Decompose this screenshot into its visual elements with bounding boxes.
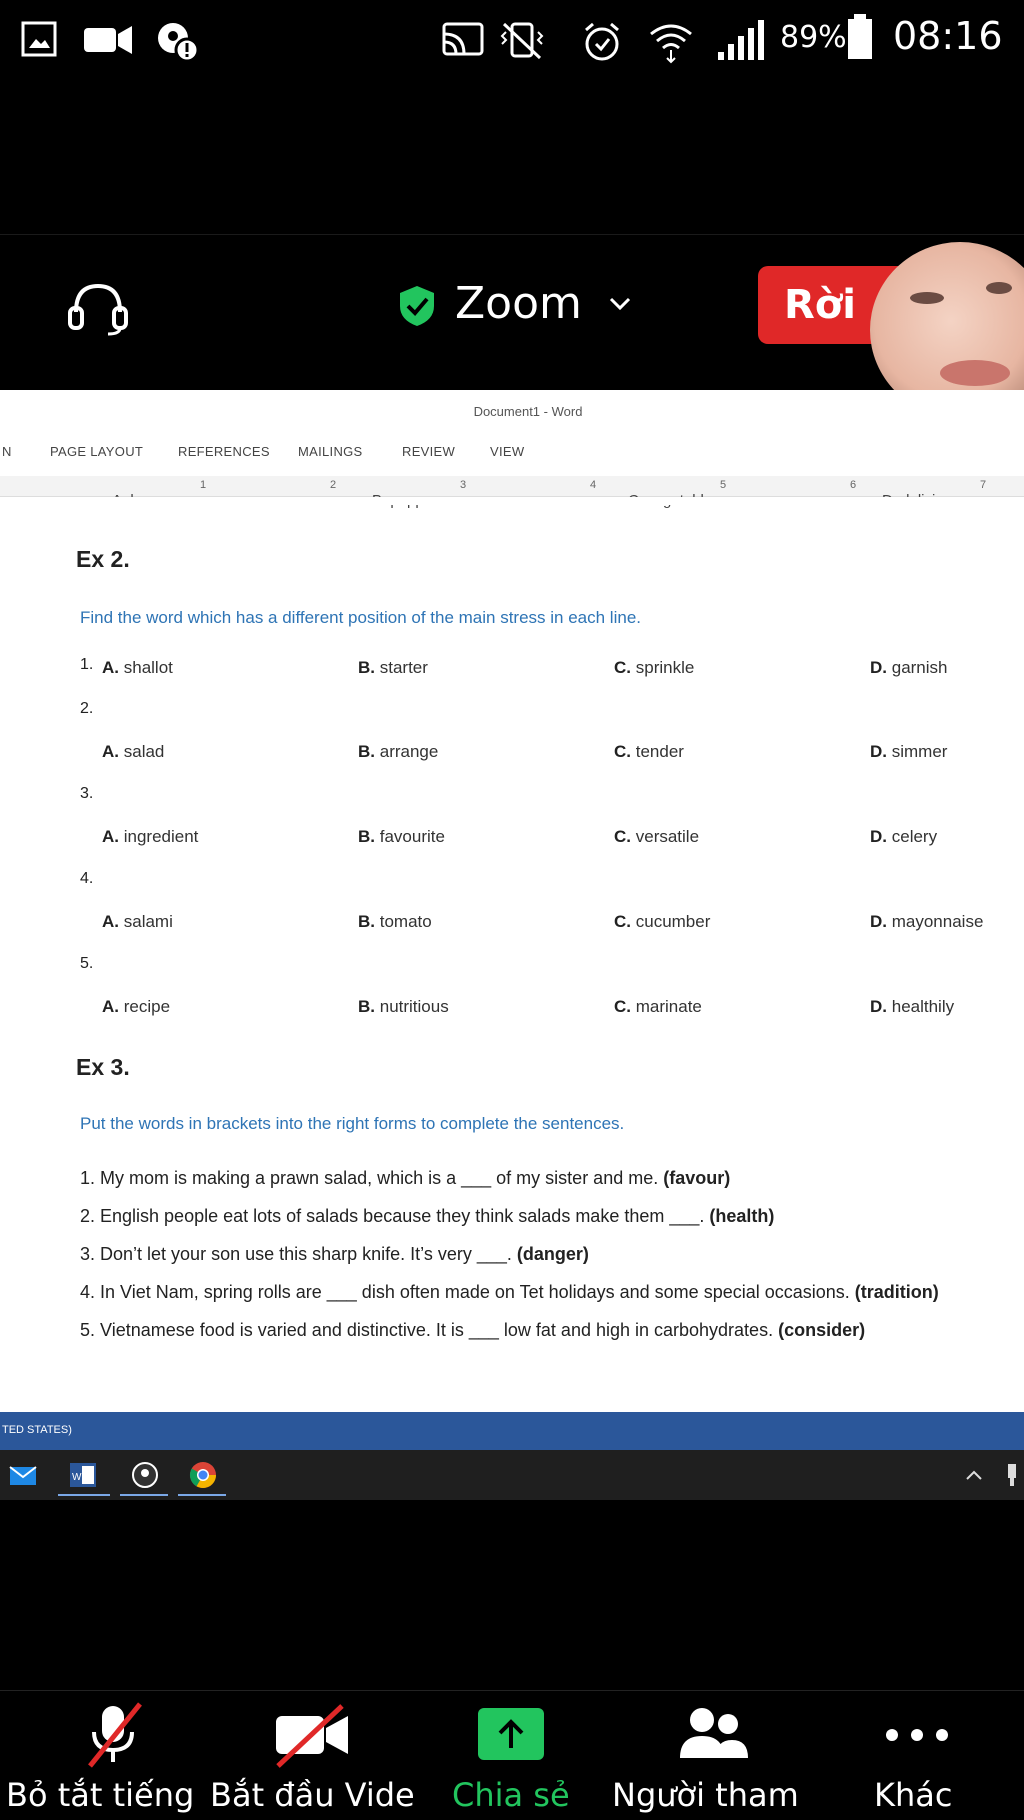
participants-icon[interactable] <box>676 1704 750 1764</box>
option-b <box>358 997 449 1017</box>
mail-icon[interactable] <box>8 1460 38 1490</box>
video-camera-icon <box>82 20 134 58</box>
option-c <box>614 827 699 847</box>
option-text: nutritious <box>379 997 449 1016</box>
maps-pin-icon[interactable] <box>130 1460 160 1490</box>
option-letter: D. <box>870 827 887 846</box>
meeting-title[interactable]: Zoom <box>455 278 582 329</box>
option-d <box>870 658 948 678</box>
option-letter: B. <box>358 912 375 931</box>
question-number: 3. <box>80 785 94 802</box>
exercise-3-instruction: Put the words in brackets into the right forms to complete the sentences. <box>80 1114 625 1133</box>
option-text: starter <box>379 658 428 677</box>
meeting-header <box>0 120 1024 329</box>
chrome-icon[interactable] <box>188 1460 218 1490</box>
option-letter: C. <box>614 997 631 1016</box>
mute-button-label[interactable]: Bỏ tắt tiếng <box>6 1776 195 1814</box>
ruler-number: 4 <box>590 479 597 491</box>
option-text: simmer <box>891 742 948 761</box>
sentence-hint: (danger) <box>516 1244 589 1264</box>
language-indicator[interactable]: TED STATES) <box>2 1424 72 1436</box>
option-a <box>102 997 170 1017</box>
sentence-hint: (consider) <box>778 1320 866 1340</box>
exercise-2-instruction: Find the word which has a different position of the main stress in each line. <box>80 608 641 627</box>
ribbon-tab-n[interactable]: N <box>2 444 12 459</box>
svg-text:W: W <box>72 1472 82 1483</box>
share-screen-icon[interactable] <box>476 1706 546 1762</box>
video-off-icon[interactable] <box>272 1700 352 1770</box>
option-letter: C. <box>614 658 631 677</box>
exercise-3-heading: Ex 3. <box>76 1054 130 1080</box>
option-letter: B. <box>358 658 375 677</box>
battery-icon <box>846 14 874 60</box>
usb-icon[interactable] <box>1004 1462 1024 1492</box>
sentence-text: 1. My mom is making a prawn salad, which is a ___ of my sister and me. <box>80 1168 659 1188</box>
ruler-number: 5 <box>720 479 727 491</box>
chevron-down-icon[interactable] <box>608 294 632 314</box>
sentence-hint: (tradition) <box>854 1282 939 1302</box>
option-text: salad <box>123 742 165 761</box>
shared-screen <box>0 390 1024 1500</box>
battery-percent: 89% <box>780 20 847 55</box>
option-text: arrange <box>379 742 439 761</box>
option-letter: C. <box>614 912 631 931</box>
sentence-text: 2. English people eat lots of salads because they think salads make them ___. <box>80 1206 705 1226</box>
ruler-number: 3 <box>460 479 467 491</box>
option-b <box>358 658 428 678</box>
option-text: tender <box>635 742 684 761</box>
option-letter: D. <box>870 997 887 1016</box>
option-letter: D. <box>870 742 887 761</box>
question-number: 4. <box>80 870 94 887</box>
gallery-icon <box>20 20 58 58</box>
option-c <box>614 912 710 932</box>
ribbon-tab-references[interactable]: REFERENCES <box>178 444 270 459</box>
sentence <box>80 1168 730 1189</box>
question-number: 1. <box>80 656 94 673</box>
option-text: ingredient <box>123 827 199 846</box>
option-a <box>102 658 173 678</box>
wifi-icon <box>648 20 694 64</box>
option-letter: C. <box>614 742 631 761</box>
ribbon-tab-review[interactable]: REVIEW <box>402 444 456 459</box>
option-text: versatile <box>635 827 700 846</box>
option-text: marinate <box>635 997 702 1016</box>
ruler-number: 7 <box>980 479 987 491</box>
audio-headset-icon[interactable] <box>66 280 130 336</box>
ribbon-tab-view[interactable]: VIEW <box>490 444 525 459</box>
option-letter: C. <box>614 827 631 846</box>
ruler-number: 1 <box>200 479 207 491</box>
option-text: sprinkle <box>635 658 695 677</box>
word-icon[interactable] <box>68 1460 98 1490</box>
participants-button-label[interactable]: Người tham <box>612 1776 799 1814</box>
option-text: garnish <box>891 658 948 677</box>
microphone-muted-icon[interactable] <box>80 1700 150 1770</box>
sentence-hint: (favour) <box>663 1168 731 1188</box>
vibrate-off-icon <box>500 20 544 60</box>
option-c <box>614 742 684 762</box>
option-b <box>358 912 432 932</box>
option-letter: B. <box>358 997 375 1016</box>
option-d <box>870 912 983 932</box>
location-alert-icon <box>155 20 201 64</box>
ruler-number: 2 <box>330 479 337 491</box>
option-letter: B. <box>358 742 375 761</box>
option-d <box>870 742 947 762</box>
option-c <box>614 997 702 1017</box>
shield-check-icon <box>396 284 438 328</box>
document-title: Document1 - Word <box>473 404 583 419</box>
sentence-hint: (health) <box>709 1206 775 1226</box>
start-video-button-label[interactable]: Bắt đầu Vide <box>210 1776 415 1814</box>
option-b <box>358 827 445 847</box>
option-letter: A. <box>102 997 119 1016</box>
word-status-bar <box>0 1412 1024 1452</box>
ribbon-tab-mailings[interactable]: MAILINGS <box>298 444 363 459</box>
option-text: shallot <box>123 658 173 677</box>
sentence-text: 5. Vietnamese food is varied and distinctive. It is ___ low fat and high in carbohydrates. <box>80 1320 774 1340</box>
option-letter: D. <box>870 912 887 931</box>
more-button-label[interactable]: Khác <box>874 1776 953 1814</box>
option-letter: A. <box>102 912 119 931</box>
option-text: recipe <box>123 997 171 1016</box>
sentence-text: 4. In Viet Nam, spring rolls are ___ dish often made on Tet holidays and some special occasions. <box>80 1282 850 1302</box>
option-letter: B. <box>358 827 375 846</box>
option-d <box>870 997 954 1017</box>
signal-icon <box>716 20 766 64</box>
option-text: cucumber <box>635 912 711 931</box>
sentence <box>80 1282 939 1303</box>
option-text: celery <box>891 827 938 846</box>
option-c <box>614 658 694 678</box>
more-icon[interactable] <box>882 1720 952 1750</box>
alarm-icon <box>580 20 624 64</box>
option-b <box>358 742 438 762</box>
exercise-2-heading: Ex 2. <box>76 546 130 572</box>
sentence <box>80 1206 774 1227</box>
share-button-label[interactable]: Chia sẻ <box>452 1776 570 1814</box>
sentence-text: 3. Don’t let your son use this sharp knife. It’s very ___. <box>80 1244 512 1264</box>
option-a <box>102 827 198 847</box>
status-bar <box>0 0 1024 80</box>
question-number: 5. <box>80 955 94 972</box>
leave-button[interactable]: Rời <box>758 266 908 344</box>
option-text: mayonnaise <box>891 912 984 931</box>
cast-icon <box>442 20 486 60</box>
option-text: tomato <box>379 912 432 931</box>
option-letter: D. <box>870 658 887 677</box>
ruler-number: 6 <box>850 479 857 491</box>
option-d <box>870 827 937 847</box>
question-number: 2. <box>80 700 94 717</box>
option-letter: A. <box>102 827 119 846</box>
option-letter: A. <box>102 742 119 761</box>
option-a <box>102 742 164 762</box>
clock: 08:16 <box>893 14 1003 58</box>
ribbon-tab-page-layout[interactable]: PAGE LAYOUT <box>50 444 144 459</box>
chevron-up-icon[interactable] <box>964 1466 994 1496</box>
sentence <box>80 1244 589 1265</box>
option-text: salami <box>123 912 173 931</box>
option-text: favourite <box>379 827 445 846</box>
option-a <box>102 912 173 932</box>
option-letter: A. <box>102 658 119 677</box>
sentence <box>80 1320 865 1341</box>
option-text: healthily <box>891 997 955 1016</box>
